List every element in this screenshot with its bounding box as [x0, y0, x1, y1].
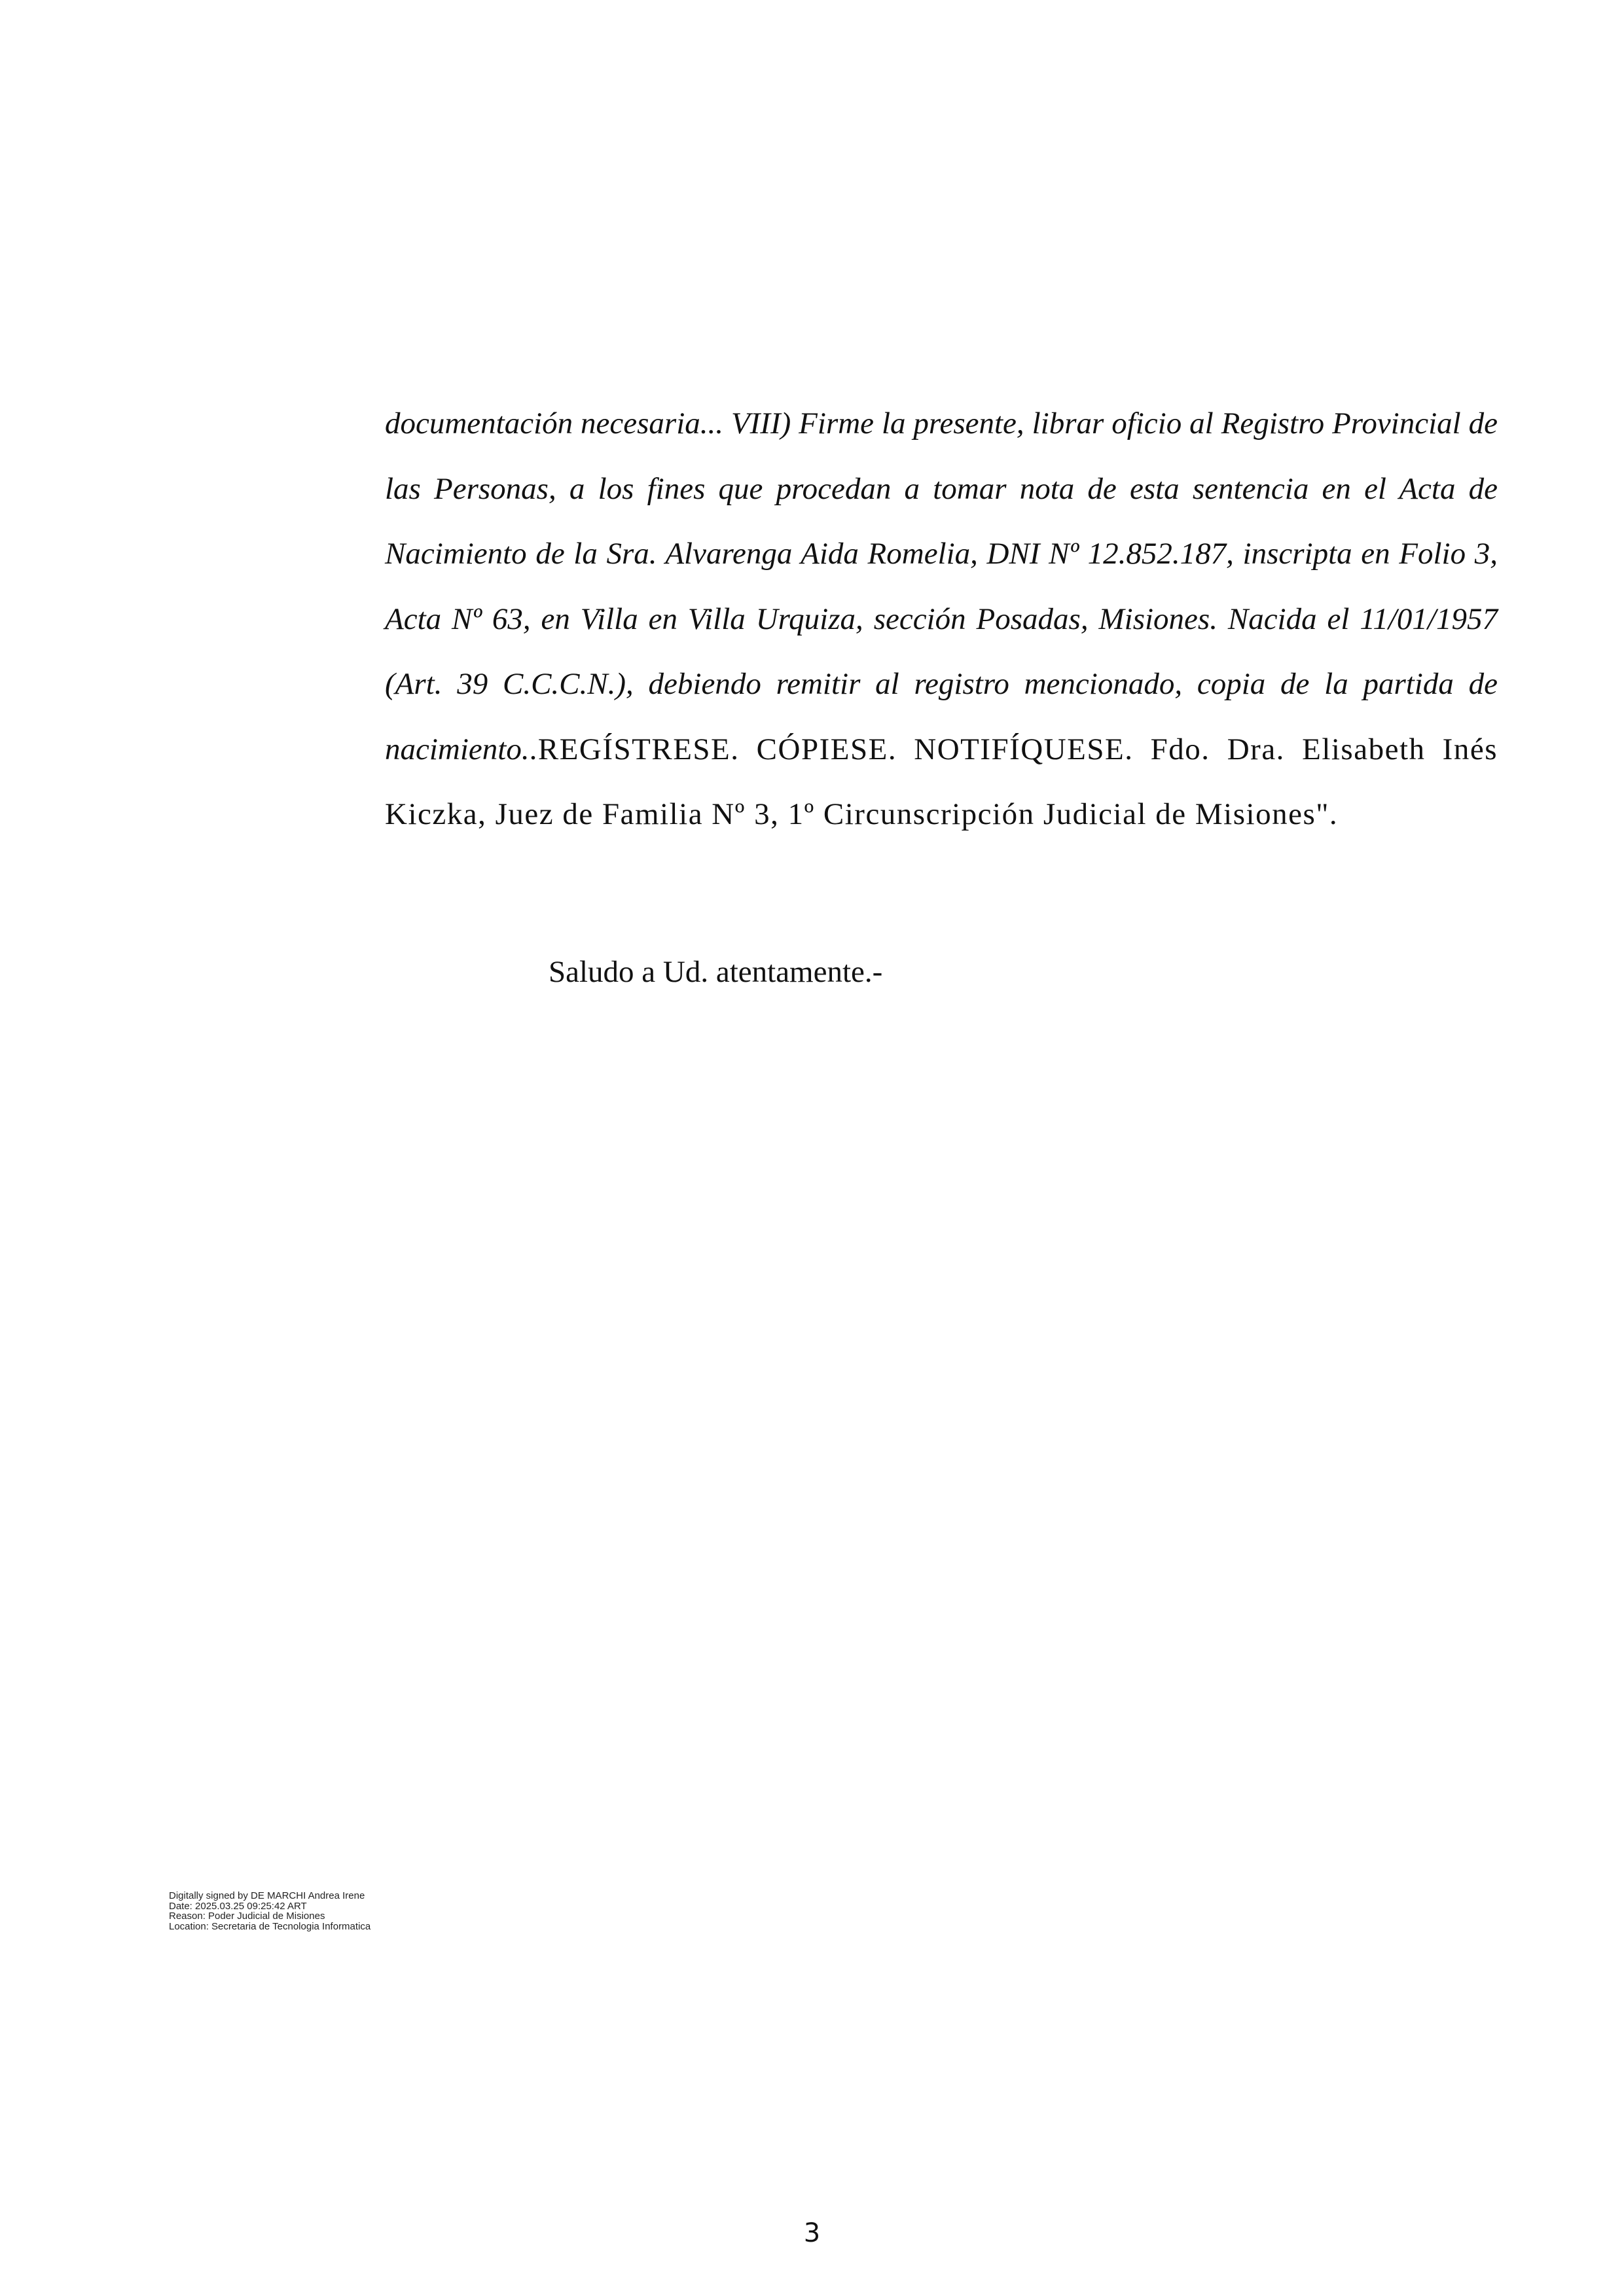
resolution-paragraph [385, 391, 1498, 848]
digital-signature-block [169, 1891, 378, 1931]
signature-signer: Digitally signed by DE MARCHI Andrea Irene [169, 1890, 365, 1901]
signature-date: Date: 2025.03.25 09:25:42 ART [169, 1900, 307, 1912]
signature-location: Location: Secretaria de Tecnologia Informatica [169, 1920, 371, 1932]
signature-reason: Reason: Poder Judicial de Misiones [169, 1910, 325, 1922]
resolution-text-roman: .REGÍSTRESE. CÓPIESE. NOTIFÍQUESE. Fdo. Dra. Elisabeth Inés Kiczka, Juez de Familia Nº 3, 1º Circunscripción Judicial de Misiones". [385, 732, 1498, 831]
closing-salutation: Saludo a Ud. atentamente.- [549, 955, 883, 989]
resolution-text-italic: documentación necesaria... VIII) Firme la presente, librar oficio al Registro Provincial de las Personas, a los fines que procedan a tomar nota de esta sentencia en el Acta de Nacimiento de la Sra. Alvarenga Aida Romelia, DNI Nº 12.852.187, inscripta en Folio 3, Acta Nº 63, en Villa en Villa Urquiza, sección Posadas, Misiones. Nacida el 11/01/1957 (Art. 39 C.C.C.N.), debiendo remitir al registro mencionado, copia de la partida de nacimiento. [385, 406, 1498, 766]
page-number: 3 [803, 2218, 821, 2248]
